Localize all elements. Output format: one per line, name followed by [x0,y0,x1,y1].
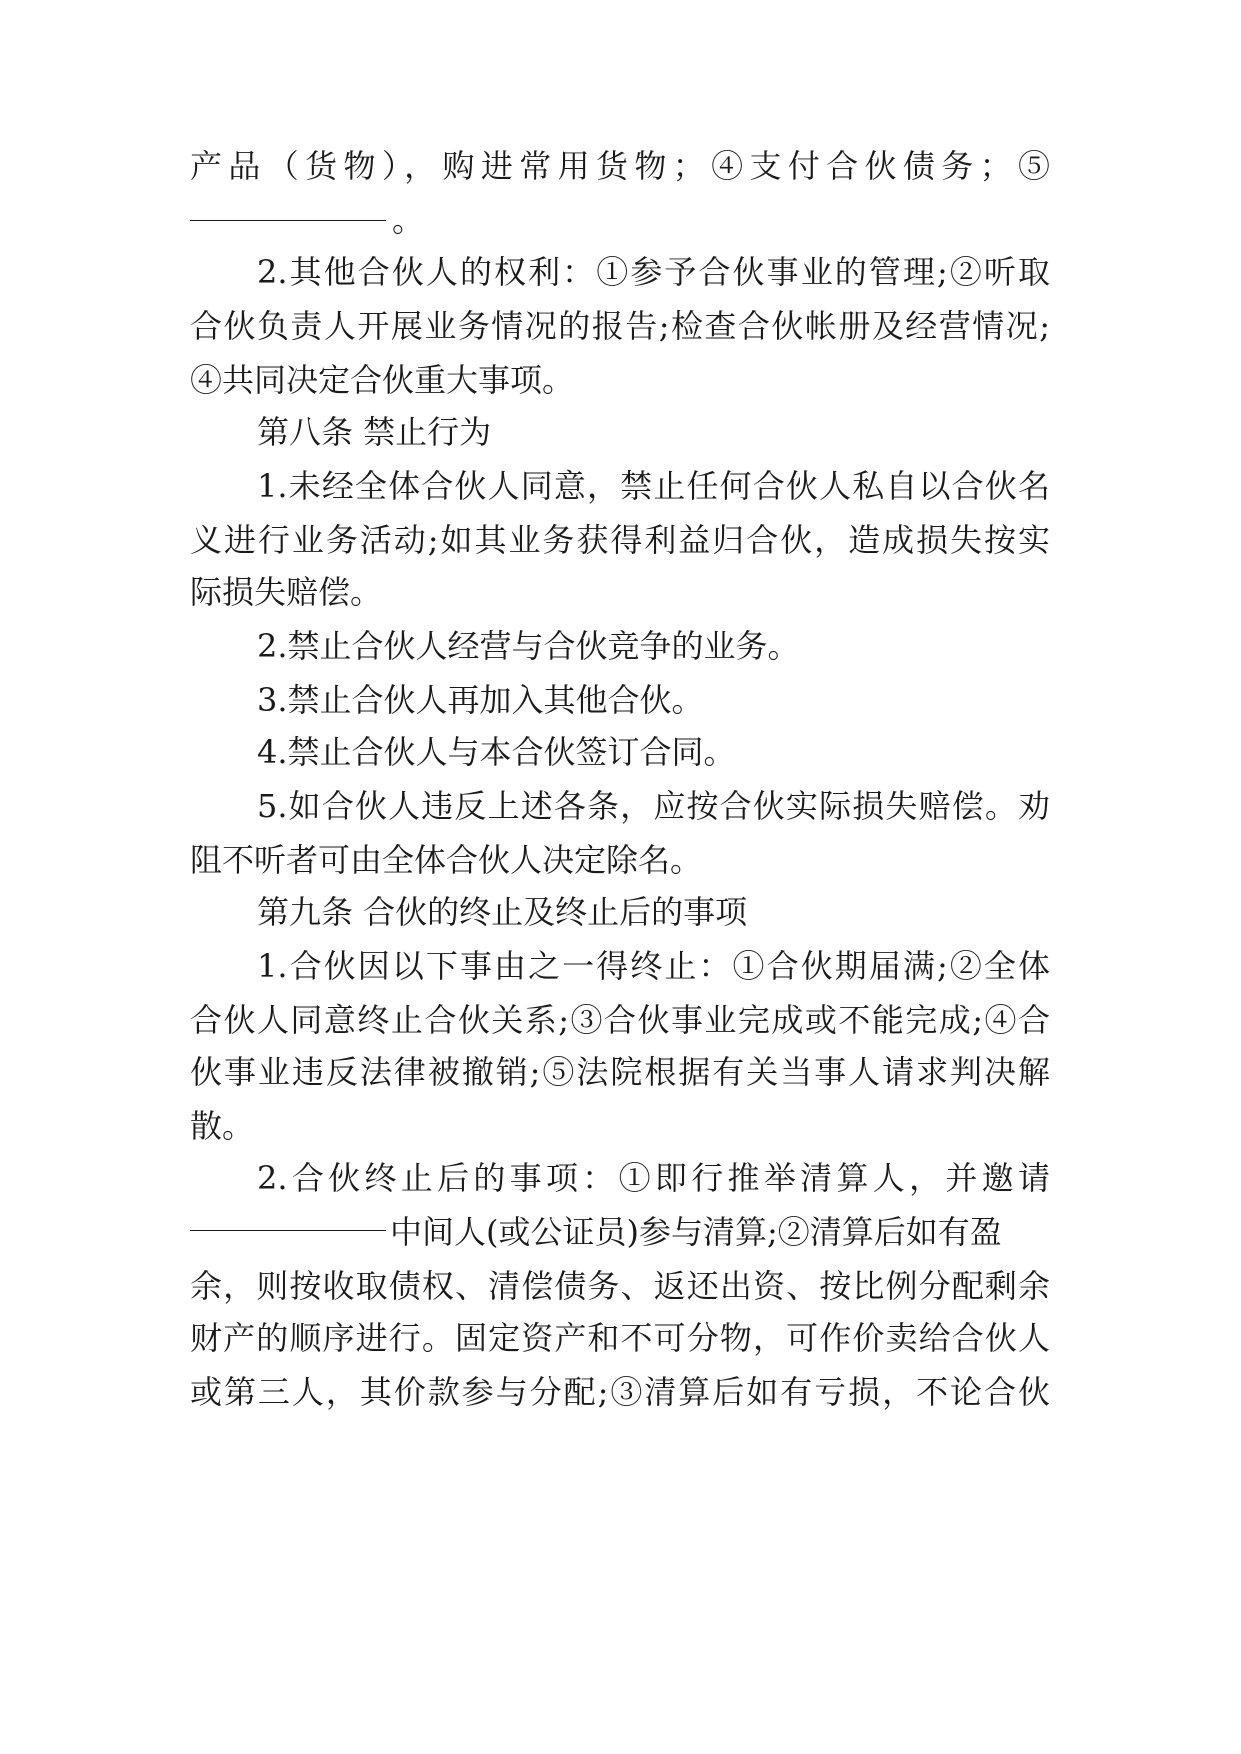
text-line: 2.禁止合伙人经营与合伙竞争的业务。 [257,627,800,665]
text-line: 5.如合伙人违反上述各条，应按合伙实际损失赔偿。劝 [257,787,1050,825]
text-line: 阻不听者可由全体合伙人决定除名。 [190,841,703,879]
text-line: 余，则按收取债权、清偿债务、返还出资、按比例分配剩余 [190,1267,1050,1305]
text-line: 产品（货物），购进常用货物；④支付合伙债务；⑤ [190,147,1050,185]
text-line: 1.未经全体合伙人同意，禁止任何合伙人私自以合伙名 [257,467,1050,505]
text-line: 伙事业违反法律被撤销;⑤法院根据有关当事人请求判决解 [190,1053,1050,1091]
text-line [190,1206,1050,1258]
text-line [190,194,1050,246]
text-line: 义进行业务活动;如其业务获得利益归合伙，造成损失按实 [190,521,1050,559]
fill-in-blank [190,219,386,221]
text-line-fragment: 。 [392,201,425,239]
text-line-fragment: 中间人(或公证员)参与清算;②清算后如有盈 [390,1213,1002,1251]
text-line: 或第三人，其价款参与分配;③清算后如有亏损，不论合伙 [190,1373,1050,1411]
section-heading: 第八条 禁止行为 [257,413,492,451]
text-line: 散。 [190,1107,255,1145]
text-line: 合伙负责人开展业务情况的报告;检查合伙帐册及经营情况; [190,307,1050,345]
text-line: 2.合伙终止后的事项：①即行推举清算人，并邀请 [257,1159,1050,1197]
text-line: 1.合伙因以下事由之一得终止：①合伙期届满;②全体 [257,947,1050,985]
text-line: 4.禁止合伙人与本合伙签订合同。 [257,733,736,771]
text-line: ④共同决定合伙重大事项。 [190,361,575,399]
text-line: 2.其他合伙人的权利：①参予合伙事业的管理;②听取 [257,253,1050,291]
section-heading: 第九条 合伙的终止及终止后的事项 [257,893,748,931]
text-line: 际损失赔偿。 [190,573,383,611]
text-line: 3.禁止合伙人再加入其他合伙。 [257,681,704,719]
text-line: 财产的顺序进行。固定资产和不可分物，可作价卖给合伙人 [190,1319,1050,1357]
text-line: 合伙人同意终止合伙关系;③合伙事业完成或不能完成;④合 [190,1001,1050,1039]
fill-in-blank [190,1229,386,1231]
